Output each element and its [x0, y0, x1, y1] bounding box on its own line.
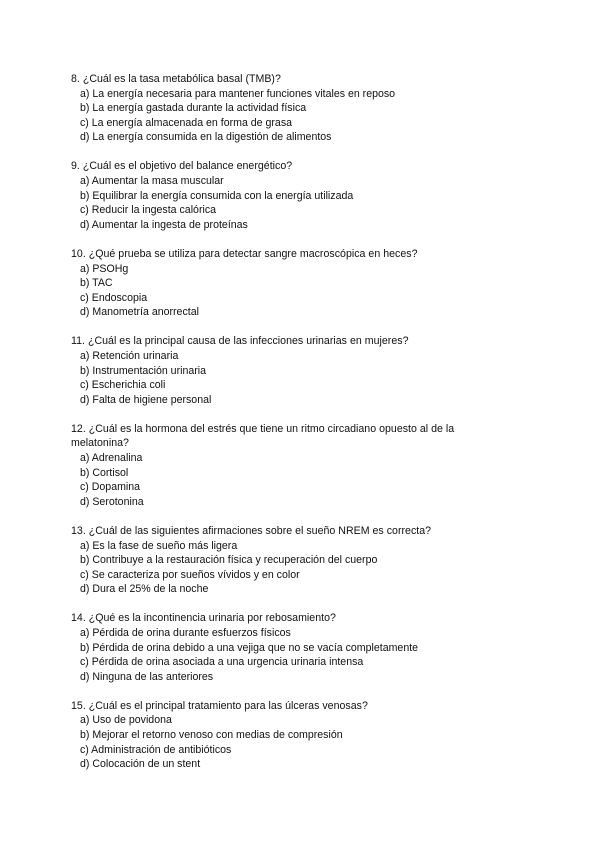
option-list — [71, 174, 481, 232]
question-9 — [71, 159, 481, 232]
question-text: 13. ¿Cuál de las siguientes afirmaciones sobre el sueño NREM es correcta? — [71, 524, 432, 537]
option-b: b) Contribuye a la restauración física y recuperación del cuerpo — [80, 554, 378, 567]
option-a: a) Retención urinaria — [80, 350, 179, 362]
option-c: c) Dopamina — [80, 481, 141, 494]
option-b: b) TAC — [80, 277, 113, 290]
option-list — [71, 349, 481, 407]
option-list — [71, 87, 481, 145]
option-a: a) Uso de povidona — [80, 714, 172, 727]
option-d: d) Colocación de un stent — [80, 758, 201, 771]
option-b: b) La energía gastada durante la actividad física — [80, 102, 307, 115]
option-b: b) Mejorar el retorno venoso con medias de compresión — [80, 729, 343, 742]
option-list — [71, 451, 481, 509]
question-8 — [71, 72, 481, 145]
option-d: d) Serotonina — [80, 495, 144, 508]
question-13 — [71, 524, 481, 597]
question-10 — [71, 247, 481, 320]
option-c: c) Administración de antibióticos — [80, 743, 232, 756]
question-text: 14. ¿Qué es la incontinencia urinaria por rebosamiento? — [71, 612, 336, 625]
question-15 — [71, 699, 481, 772]
option-list — [71, 713, 481, 771]
question-11 — [71, 334, 481, 407]
option-a: a) PSOHg — [80, 262, 129, 275]
option-d: d) Aumentar la ingesta de proteínas — [80, 218, 248, 231]
option-list — [71, 262, 481, 320]
question-12 — [71, 422, 481, 510]
option-d: d) Manometría anorrectal — [80, 306, 199, 319]
option-c: c) Reducir la ingesta calórica — [80, 204, 217, 217]
option-a: a) Adrenalina — [80, 452, 143, 465]
option-c: c) Escherichia coli — [80, 379, 166, 392]
option-d: d) La energía consumida en la digestión de alimentos — [80, 131, 332, 144]
option-list — [71, 539, 481, 597]
option-b: b) Equilibrar la energía consumida con la energía utilizada — [80, 189, 354, 202]
question-text: 10. ¿Qué prueba se utiliza para detectar sangre macroscópica en heces? — [71, 247, 418, 260]
option-d: d) Falta de higiene personal — [80, 393, 212, 406]
option-a: a) Pérdida de orina durante esfuerzos físicos — [80, 627, 291, 639]
option-d: d) Ninguna de las anteriores — [80, 670, 214, 683]
option-c: c) Endoscopia — [80, 291, 148, 304]
question-list — [71, 72, 481, 786]
option-a: a) Aumentar la masa muscular — [80, 175, 224, 188]
question-text: 8. ¿Cuál es la tasa metabólica basal (TMB)? — [71, 73, 281, 85]
question-text: 12. ¿Cuál es la hormona del estrés que tiene un ritmo circadiano opuesto al de la melatonina? — [71, 422, 455, 450]
option-b: b) Pérdida de orina debido a una vejiga que no se vacía completamente — [80, 641, 419, 654]
question-text: 9. ¿Cuál es el objetivo del balance energético? — [71, 160, 293, 173]
question-text: 11. ¿Cuál es la principal causa de las infecciones urinarias en mujeres? — [71, 335, 409, 348]
option-b: b) Cortisol — [80, 466, 129, 479]
question-14 — [71, 611, 481, 684]
option-list — [71, 626, 481, 684]
option-c: c) La energía almacenada en forma de grasa — [80, 116, 293, 129]
option-c: c) Se caracteriza por sueños vívidos y en color — [80, 568, 300, 581]
option-d: d) Dura el 25% de la noche — [80, 583, 209, 596]
option-c: c) Pérdida de orina asociada a una urgencia urinaria intensa — [80, 656, 364, 669]
question-text: 15. ¿Cuál es el principal tratamiento para las úlceras venosas? — [71, 699, 368, 712]
option-a: a) La energía necesaria para mantener funciones vitales en reposo — [80, 87, 396, 100]
option-a: a) Es la fase de sueño más ligera — [80, 539, 238, 552]
option-b: b) Instrumentación urinaria — [80, 364, 207, 377]
